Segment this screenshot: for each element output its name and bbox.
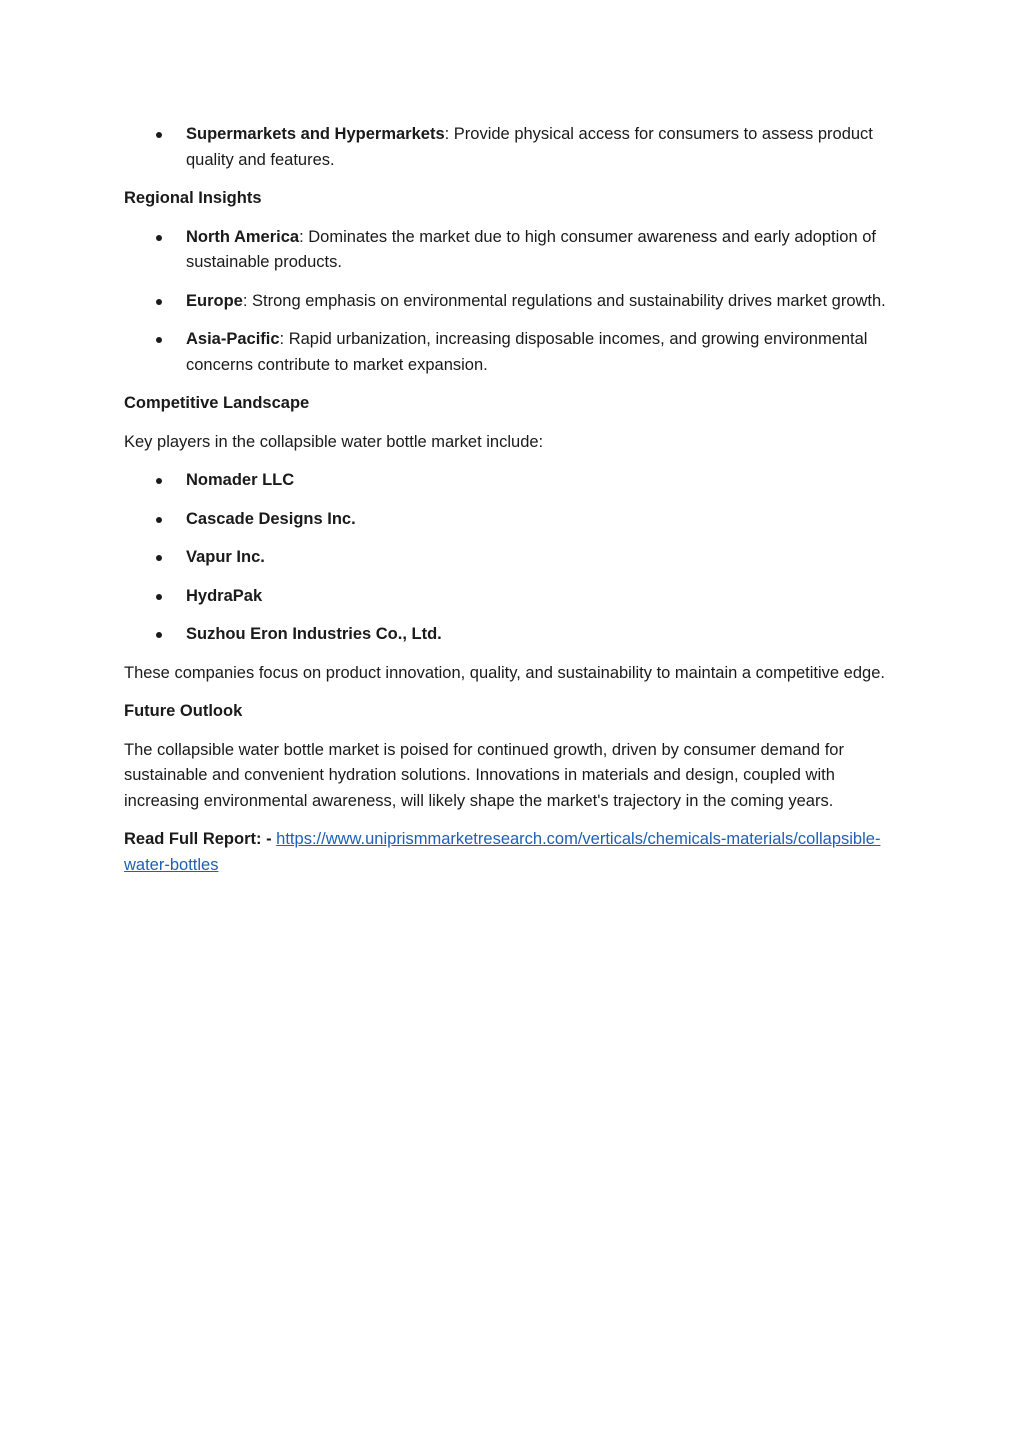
outlook-text: The collapsible water bottle market is poised for continued growth, driven by consumer demand for sustainable and convenient hydration solutions. Innovations in materials and design, coupled with increasing environmental awareness, will likely shape the market's trajectory in the coming years. [124,740,844,810]
player-name: Cascade Designs Inc. [186,509,356,528]
player-name: HydraPak [186,586,263,605]
competitive-intro: Key players in the collapsible water bottle market include: [124,432,544,451]
bullet-icon [156,478,162,484]
player-name: Nomader LLC [186,471,295,489]
list-item-text: : Rapid urbanization, increasing disposable incomes, and growing environmental concerns contribute to market expansion. [186,330,868,374]
list-item [124,327,894,378]
bullet-icon [156,337,162,343]
list-item-term: North America [186,227,300,246]
bullet-icon [156,132,162,138]
list-item-text: : Dominates the market due to high consumer awareness and early adoption of sustainable products. [186,227,877,271]
list-item-term: Asia-Pacific [186,330,280,348]
list-item-term: Supermarkets and Hypermarkets [186,125,445,143]
list-item-text: : Provide physical access for consumers to assess product quality and features. [186,125,873,169]
report-line [124,827,894,878]
list-item [124,622,894,648]
report-label: Read Full Report: - [124,830,277,848]
list-item [124,225,894,276]
bullet-icon [156,235,162,241]
list-item [124,545,894,571]
bullet-icon [156,555,162,561]
list-item [124,584,894,610]
bullet-icon [156,632,162,638]
list-item [124,122,894,173]
players-list [124,468,894,648]
outlook-heading: Future Outlook [124,702,243,720]
list-item [124,507,894,533]
list-item [124,289,894,315]
document-body [124,122,894,891]
list-item-term: Europe [186,291,243,310]
regional-list [124,225,894,379]
report-link[interactable]: https://www.uniprismmarketresearch.com/verticals/chemicals-materials/collapsible-water-bottles [124,830,881,874]
list-item [124,468,894,494]
player-name: Suzhou Eron Industries Co., Ltd. [186,625,442,643]
bullet-icon [156,594,162,600]
bullet-icon [156,299,162,305]
competitive-heading: Competitive Landscape [124,394,310,412]
channel-list [124,122,894,173]
bullet-icon [156,517,162,523]
player-name: Vapur Inc. [186,548,265,566]
list-item-text: : Strong emphasis on environmental regulations and sustainability drives market growth. [242,291,886,310]
regional-heading: Regional Insights [124,189,262,207]
competitive-outro: These companies focus on product innovation, quality, and sustainability to maintain a competitive edge. [124,663,885,682]
